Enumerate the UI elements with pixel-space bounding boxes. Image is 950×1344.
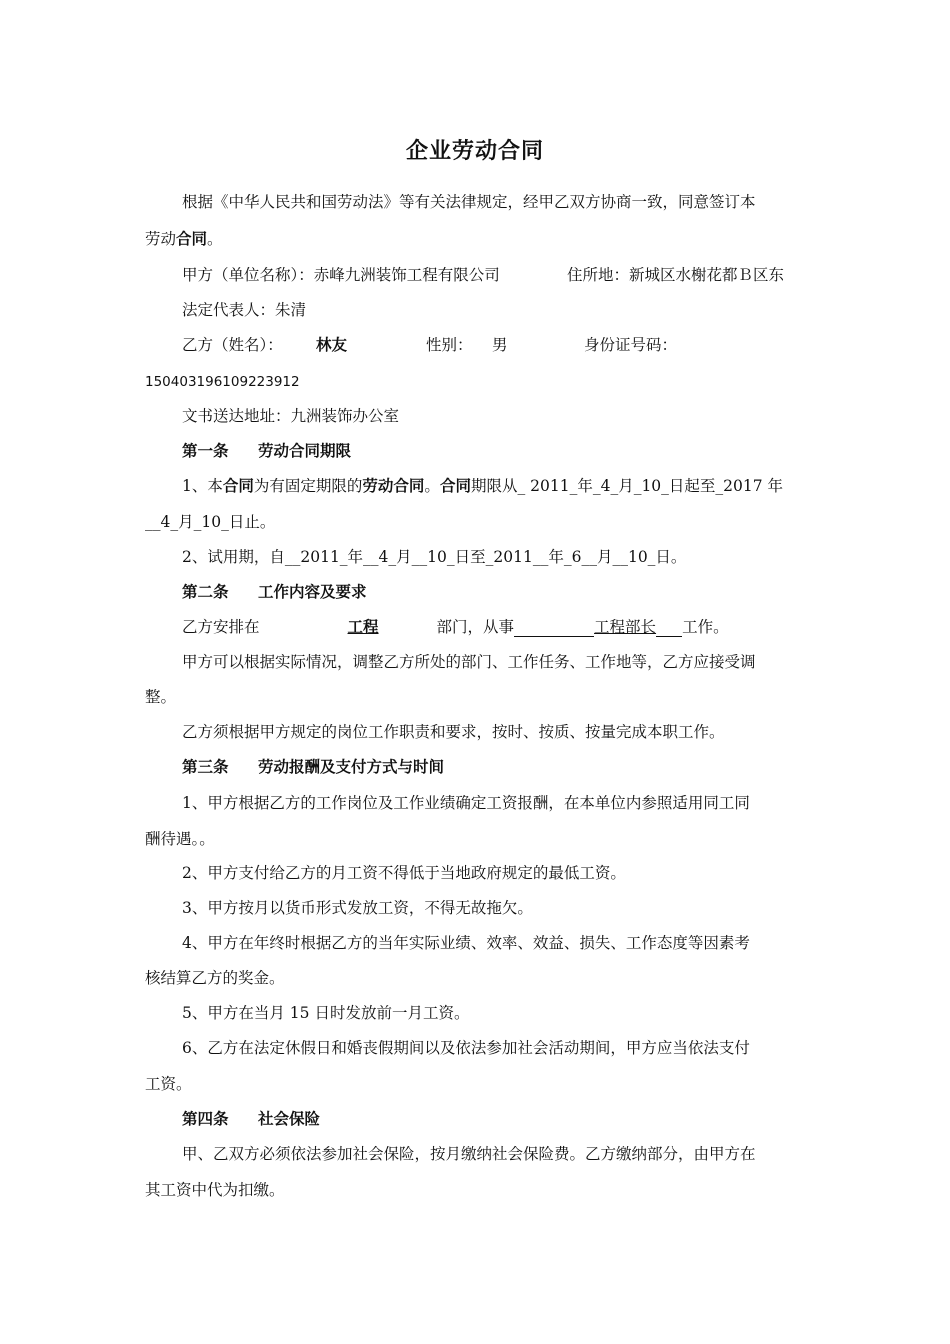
article-4-title: 社会保险	[258, 1109, 321, 1128]
article-1-number: 第一条	[182, 441, 229, 460]
article-3-para-1-line-1: 1、甲方根据乙方的工作岗位及工作业绩确定工资报酬，在本单位内参照适用同工同	[182, 794, 750, 812]
intro-line-1: 根据《中华人民共和国劳动法》等有关法律规定，经甲乙双方协商一致，同意签订本	[182, 193, 756, 211]
article-3-title: 劳动报酬及支付方式与时间	[258, 757, 445, 776]
party-b-label: 乙方（姓名）：	[182, 336, 283, 354]
article-3-para-6-line-2: 工资。	[145, 1075, 192, 1093]
article-3-para-4-line-1: 4、甲方在年终时根据乙方的当年实际业绩、效率、效益、损失、工作态度等因素考	[182, 934, 750, 952]
article-3-number: 第三条	[182, 757, 229, 776]
article-3-para-2: 2、甲方支付给乙方的月工资不得低于当地政府规定的最低工资。	[182, 864, 626, 882]
article-3-para-1-line-2: 酬待遇。。	[145, 830, 215, 848]
document-title: 企业劳动合同	[405, 138, 544, 164]
article-2-title: 工作内容及要求	[258, 582, 367, 601]
article-4-para-1-line-1: 甲、乙双方必须依法参加社会保险，按月缴纳社会保险费。乙方缴纳部分，由甲方在	[182, 1145, 756, 1163]
gender-value: 男	[492, 336, 508, 354]
article-3-para-6-line-1: 6、乙方在法定休假日和婚丧假期间以及依法参加社会活动期间，甲方应当依法支付	[182, 1039, 750, 1057]
article-1-para-1-line-1: 1、本合同为有固定期限的劳动合同。合同期限从_ 2011_年_4_月_10_日起至_2017 年	[182, 476, 784, 495]
article-2-para-2-line-2: 整。	[145, 688, 177, 706]
intro-line-2: 劳动合同。	[145, 229, 223, 248]
article-4-number: 第四条	[182, 1109, 229, 1128]
article-3-para-5: 5、甲方在当月 15 日时发放前一月工资。	[182, 1004, 470, 1022]
article-1-para-2: 2、试用期，自__2011_年__4_月__10_日至_2011__年_6__月__10_日。	[182, 548, 687, 566]
id-number-label: 身份证号码：	[584, 336, 678, 354]
party-a-name: 甲方（单位名称）：赤峰九洲装饰工程有限公司	[182, 266, 500, 284]
article-2-number: 第二条	[182, 582, 229, 601]
article-4-para-1-line-2: 其工资中代为扣缴。	[145, 1181, 285, 1199]
article-2-para-1: 乙方安排在 工程 部门，从事 工程部长 工作。	[182, 617, 729, 636]
article-3-para-4-line-2: 核结算乙方的奖金。	[145, 969, 285, 987]
article-1-title: 劳动合同期限	[258, 441, 352, 460]
article-2-para-3: 乙方须根据甲方规定的岗位工作职责和要求，按时、按质、按量完成本职工作。	[182, 723, 725, 741]
gender-label: 性别：	[426, 336, 473, 354]
legal-representative: 法定代表人：朱清	[182, 301, 307, 319]
party-a-address: 住所地：新城区水榭花都Ｂ区东	[567, 266, 785, 284]
delivery-address: 文书送达地址：九洲装饰办公室	[182, 407, 400, 425]
party-b-name: 林友	[316, 335, 348, 354]
id-number-value: 150403196109223912	[145, 374, 300, 390]
article-2-para-2-line-1: 甲方可以根据实际情况，调整乙方所处的部门、工作任务、工作地等，乙方应接受调	[182, 653, 756, 671]
article-3-para-3: 3、甲方按月以货币形式发放工资，不得无故拖欠。	[182, 899, 533, 917]
article-1-para-1-line-2: __4_月_10_日止。	[145, 513, 276, 531]
